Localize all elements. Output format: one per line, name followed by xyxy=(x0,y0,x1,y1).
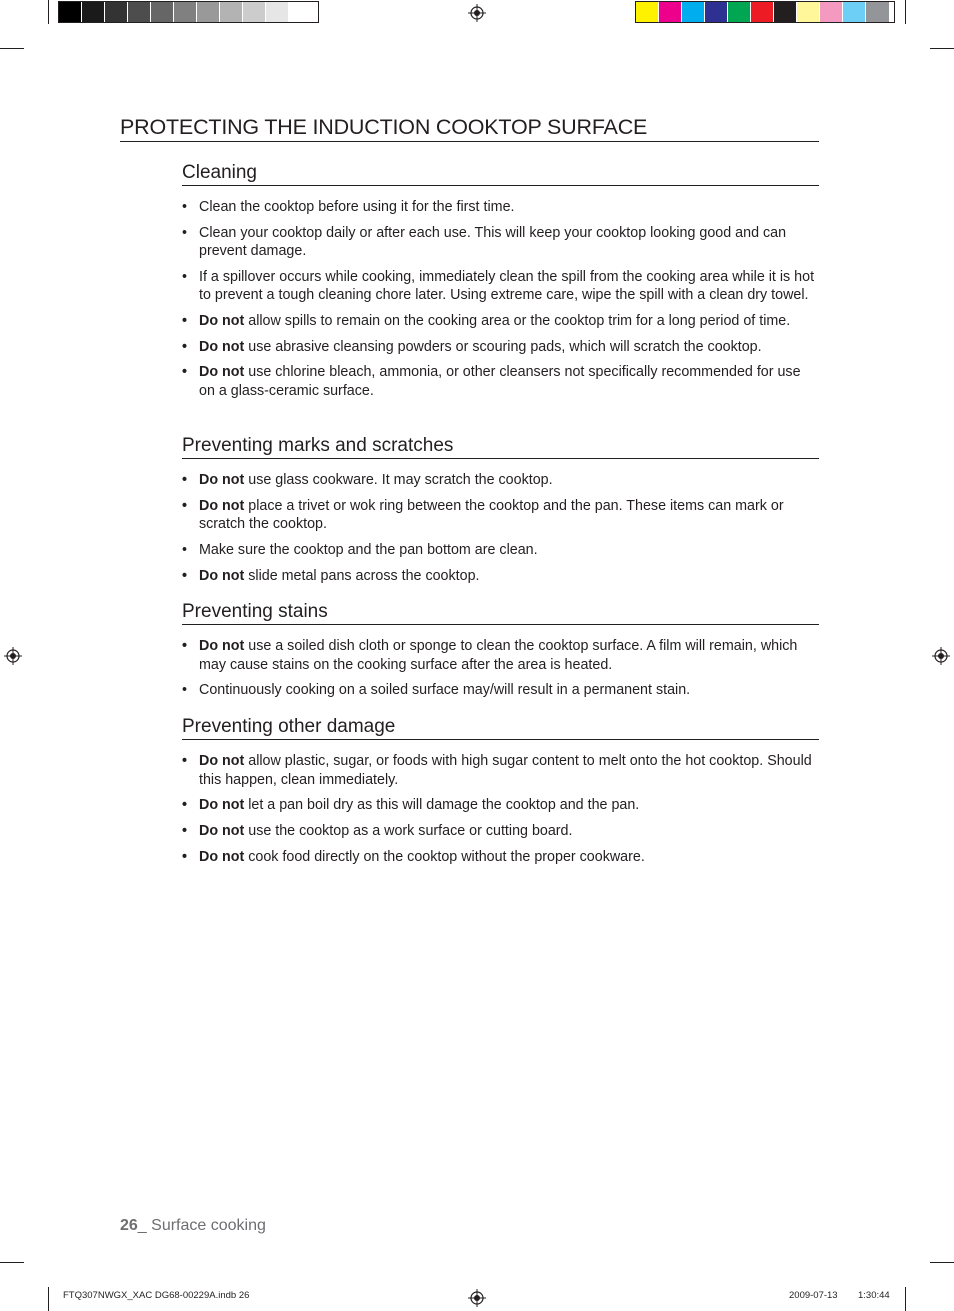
crop-mark xyxy=(905,0,906,24)
bullet-icon: • xyxy=(182,848,188,865)
list-item xyxy=(182,224,819,261)
list-item-text: use abrasive cleansing powders or scouring pads, which will scratch the cooktop. xyxy=(244,338,762,355)
list-item xyxy=(182,338,819,357)
list-item xyxy=(182,796,819,815)
crop-mark xyxy=(48,0,49,24)
section-preventing-stains xyxy=(182,600,819,707)
bullet-icon: • xyxy=(182,682,188,699)
bullet-list xyxy=(182,637,819,700)
crop-mark xyxy=(48,1287,49,1311)
list-item-text: use glass cookware. It may scratch the cooktop. xyxy=(244,472,553,488)
list-item xyxy=(182,497,819,534)
list-item-text: use the cooktop as a work surface or cutting board. xyxy=(244,822,573,839)
bullet-icon: • xyxy=(182,638,188,654)
list-item-text: If a spillover occurs while cooking, immediately clean the spill from the cooking area while it is hot to prevent a tough cleaning chore later. Using extreme care, wipe the spill with a clean dry towel. xyxy=(199,268,815,304)
bullet-list xyxy=(182,471,819,585)
bullet-icon: • xyxy=(182,497,188,514)
list-item-text: Continuously cooking on a soiled surface may/will result in a permanent stain. xyxy=(199,682,691,699)
section-preventing-other-damage xyxy=(182,715,819,873)
section-preventing-marks xyxy=(182,434,819,592)
bullet-icon: • xyxy=(182,567,188,584)
list-item xyxy=(182,363,819,400)
page-title: PROTECTING THE INDUCTION COOKTOP SURFACE xyxy=(120,113,819,142)
emphasis-text: Do not xyxy=(199,822,245,839)
emphasis-text: Do not xyxy=(199,497,245,514)
footer-section-label: _ Surface cooking xyxy=(137,1217,266,1234)
list-item-text: slide metal pans across the cooktop. xyxy=(244,567,480,584)
bullet-icon: • xyxy=(182,472,188,488)
list-item-text: use a soiled dish cloth or sponge to clean the cooktop surface. A film will remain, which may cause stains on the cooking surface after the area is heated. xyxy=(199,638,798,673)
list-item xyxy=(182,567,819,586)
registration-mark-icon xyxy=(932,647,950,665)
section-heading: Preventing other damage xyxy=(182,715,819,740)
list-item-text: Make sure the cooktop and the pan bottom are clean. xyxy=(199,541,538,558)
emphasis-text: Do not xyxy=(199,848,245,865)
color-swatch xyxy=(266,2,289,22)
crop-mark xyxy=(0,48,24,49)
section-heading: Preventing stains xyxy=(182,600,819,625)
emphasis-text: Do not xyxy=(199,364,245,381)
list-item-text: Clean the cooktop before using it for the first time. xyxy=(199,199,515,215)
emphasis-text: Do not xyxy=(199,313,245,330)
color-swatch xyxy=(151,2,174,22)
color-swatch xyxy=(705,2,728,22)
crop-mark xyxy=(930,48,954,49)
bullet-list xyxy=(182,752,819,866)
bullet-icon: • xyxy=(182,541,188,558)
page-footer xyxy=(120,1216,266,1236)
list-item-text: allow spills to remain on the cooking area or the cooktop trim for a long period of time. xyxy=(244,313,791,330)
list-item xyxy=(182,848,819,867)
slug-time: 1:30:44 xyxy=(858,1290,890,1301)
color-swatch xyxy=(105,2,128,22)
color-swatch xyxy=(774,2,797,22)
list-item xyxy=(182,681,819,700)
list-item-text: cook food directly on the cooktop without the proper cookware. xyxy=(244,848,645,865)
color-swatch xyxy=(197,2,220,22)
color-swatch xyxy=(289,2,312,22)
list-item-text: use chlorine bleach, ammonia, or other cleansers not specifically recommended for use on a glass-ceramic surface. xyxy=(199,364,801,399)
bullet-icon: • xyxy=(182,313,188,330)
bullet-icon: • xyxy=(182,822,188,839)
color-swatch xyxy=(682,2,705,22)
color-swatch xyxy=(659,2,682,22)
color-swatch xyxy=(866,2,889,22)
color-swatch xyxy=(728,2,751,22)
color-swatch xyxy=(751,2,774,22)
list-item-text: allow plastic, sugar, or foods with high sugar content to melt onto the hot cooktop. Should this happen, clean immediately. xyxy=(199,753,812,788)
color-swatch xyxy=(797,2,820,22)
list-item-text: let a pan boil dry as this will damage the cooktop and the pan. xyxy=(244,797,640,814)
color-swatch xyxy=(59,2,82,22)
color-swatch xyxy=(82,2,105,22)
bullet-icon: • xyxy=(182,753,188,769)
section-heading: Preventing marks and scratches xyxy=(182,434,819,459)
list-item xyxy=(182,822,819,841)
list-item xyxy=(182,637,819,674)
registration-mark-icon xyxy=(468,1289,486,1307)
list-item xyxy=(182,312,819,331)
emphasis-text: Do not xyxy=(199,638,245,654)
bullet-icon: • xyxy=(182,797,188,814)
emphasis-text: Do not xyxy=(199,567,245,584)
emphasis-text: Do not xyxy=(199,338,245,355)
color-swatch xyxy=(220,2,243,22)
crop-mark xyxy=(930,1262,954,1263)
list-item-text: place a trivet or wok ring between the cooktop and the pan. These items can mark or scratch the cooktop. xyxy=(199,497,784,533)
list-item xyxy=(182,541,819,560)
list-item xyxy=(182,198,819,217)
bullet-icon: • xyxy=(182,268,188,285)
color-swatch xyxy=(820,2,843,22)
emphasis-text: Do not xyxy=(199,753,245,769)
process-color-bar xyxy=(635,1,895,23)
gray-color-bar xyxy=(58,1,319,23)
color-swatch xyxy=(843,2,866,22)
bullet-icon: • xyxy=(182,338,188,355)
registration-mark-icon xyxy=(468,4,486,22)
color-swatch xyxy=(636,2,659,22)
slug-date: 2009-07-13 xyxy=(789,1290,838,1301)
section-heading: Cleaning xyxy=(182,161,819,186)
bullet-icon: • xyxy=(182,364,188,381)
list-item xyxy=(182,471,819,490)
list-item xyxy=(182,752,819,789)
color-swatch xyxy=(128,2,151,22)
bullet-icon: • xyxy=(182,224,188,241)
bullet-list xyxy=(182,198,819,400)
slug-filename: FTQ307NWGX_XAC DG68-00229A.indb 26 xyxy=(63,1290,250,1301)
list-item-text: Clean your cooktop daily or after each use. This will keep your cooktop looking good and can prevent damage. xyxy=(199,224,787,260)
emphasis-text: Do not xyxy=(199,472,245,488)
color-swatch xyxy=(174,2,197,22)
list-item xyxy=(182,268,819,305)
page-number: 26 xyxy=(120,1217,138,1234)
crop-mark xyxy=(0,1262,24,1263)
color-swatch xyxy=(243,2,266,22)
crop-mark xyxy=(905,1287,906,1311)
bullet-icon: • xyxy=(182,199,188,215)
emphasis-text: Do not xyxy=(199,797,245,814)
registration-mark-icon xyxy=(4,647,22,665)
section-cleaning xyxy=(182,161,819,408)
